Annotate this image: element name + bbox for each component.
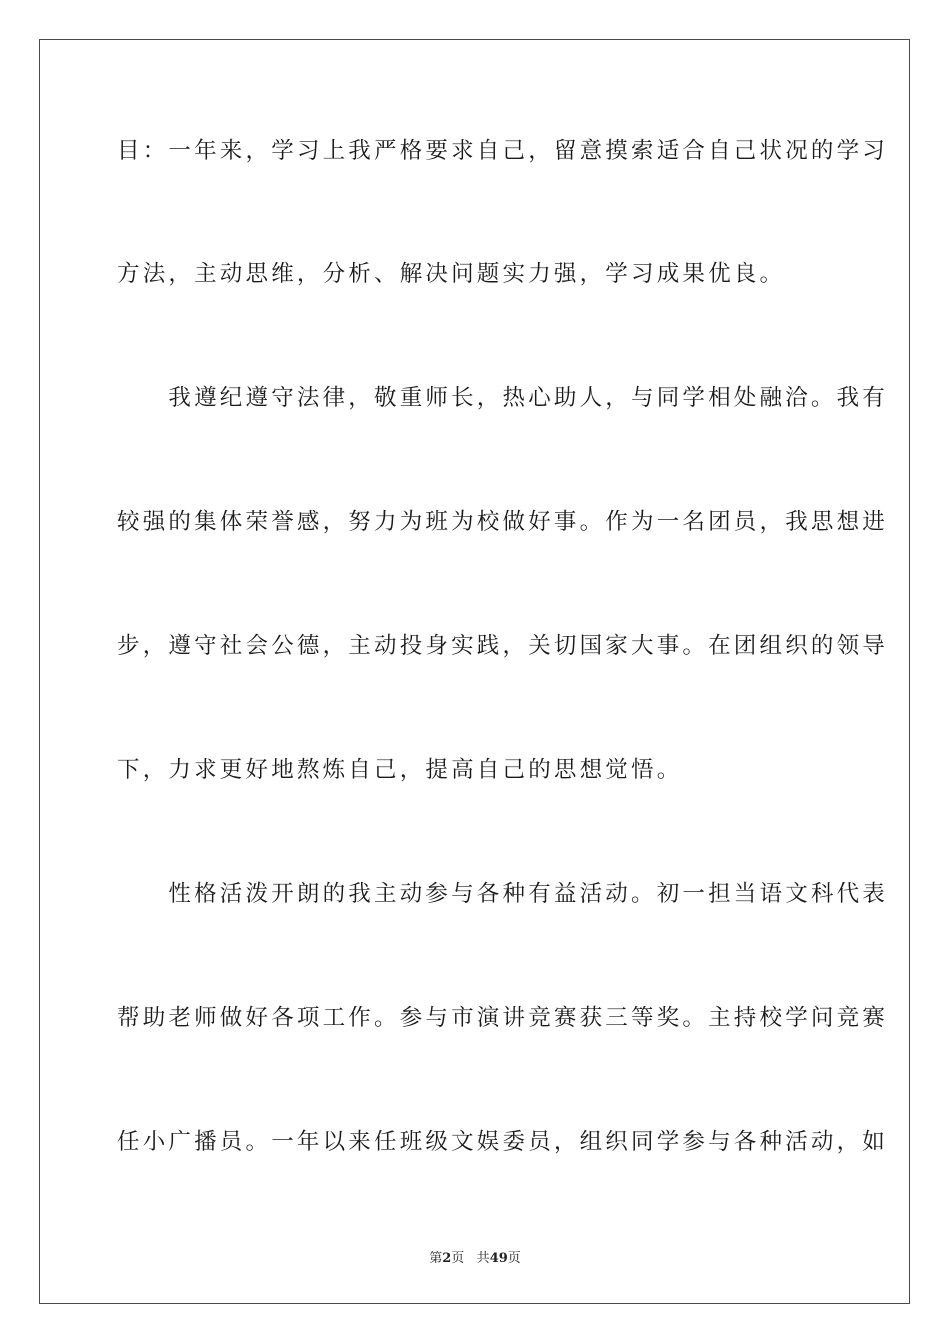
text-line: 性格活泼开朗的我主动参与各种有益活动。初一担当语文科代表	[117, 881, 889, 907]
footer-total-suffix: 页	[507, 1251, 521, 1266]
page-footer	[0, 1247, 950, 1266]
text-line: 较强的集体荣誉感，努力为班为校做好事。作为一名团员，我思想进	[117, 509, 889, 535]
footer-total-pages: 49	[489, 1251, 508, 1266]
text-line: 我遵纪遵守法律，敬重师长，热心助人，与同学相处融洽。我有	[117, 385, 889, 411]
footer-page-suffix: 页	[451, 1251, 465, 1266]
footer-page-number: 2	[442, 1251, 452, 1266]
text-line: 帮助老师做好各项工作。参与市演讲竞赛获三等奖。主持校学问竞赛	[117, 1005, 889, 1031]
text-line: 方法，主动思维，分析、解决问题实力强，学习成果优良。	[117, 261, 786, 287]
text-line: 目：一年来，学习上我严格要求自己，留意摸索适合自己状况的学习	[117, 138, 889, 164]
text-line: 步，遵守社会公德，主动投身实践，关切国家大事。在团组织的领导	[117, 633, 889, 659]
page-border	[39, 39, 910, 1304]
text-line: 下，力求更好地熬炼自己，提高自己的思想觉悟。	[117, 757, 683, 783]
text-line: 任小广播员。一年以来任班级文娱委员，组织同学参与各种活动，如	[117, 1129, 889, 1155]
footer-total-prefix: 共	[476, 1251, 490, 1266]
footer-page-prefix: 第	[429, 1251, 443, 1266]
